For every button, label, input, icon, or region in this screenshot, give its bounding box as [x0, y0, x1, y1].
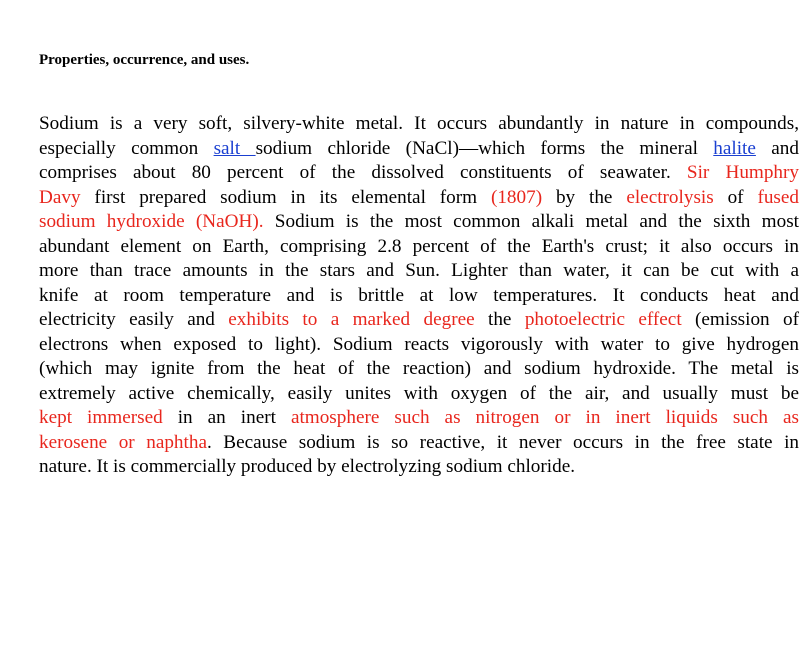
highlighted-text: atmosphere such as nitrogen or in inert liquids such as — [290, 407, 799, 428]
text-run: knife at room temperature and is brittle at low temperatures. It conducts heat and — [39, 284, 799, 306]
text-run: in an inert — [162, 407, 291, 428]
text-run: first prepared sodium in its elemental form — [80, 186, 491, 208]
text-run: especially common — [39, 137, 214, 159]
highlighted-text: Davy — [39, 186, 81, 208]
paragraph-line — [39, 161, 799, 186]
highlighted-text: electrolysis — [626, 186, 714, 208]
highlighted-text: kerosene or naphtha — [39, 431, 207, 453]
text-run: of — [713, 186, 758, 208]
highlighted-text: exhibits to a marked degree — [228, 309, 475, 330]
halite-link[interactable]: halite — [713, 137, 756, 159]
text-run: (which may ignite from the heat of the reaction) and sodium hydroxide. The metal is — [39, 358, 799, 379]
text-run: and — [755, 137, 799, 159]
text-run: abundant element on Earth, comprising 2.8 percent of the Earth's crust; it also occurs in — [39, 235, 799, 257]
text-run: electricity easily and — [39, 309, 229, 330]
paragraph-line — [39, 333, 799, 358]
highlighted-text: photoelectric effect — [524, 309, 682, 330]
text-run: Sodium is a very soft, silvery-white metal. It occurs abundantly in nature in compounds, — [39, 113, 799, 134]
salt-link[interactable]: salt — [213, 137, 256, 159]
text-run: Sodium is the most common alkali metal and the sixth most — [263, 211, 799, 232]
text-run: the — [474, 309, 525, 330]
paragraph-line — [39, 186, 799, 211]
paragraph-line — [39, 382, 799, 407]
paragraph-line — [39, 137, 799, 162]
text-run: (emission of — [681, 309, 799, 330]
paragraph-line — [39, 431, 799, 456]
text-run: nature. It is commercially produced by electrolyzing sodium chloride. — [39, 456, 576, 477]
paragraph-line — [39, 284, 799, 309]
paragraph-line — [39, 406, 799, 431]
paragraph-line — [39, 308, 799, 333]
text-run: electrons when exposed to light). Sodium reacts vigorously with water to give hydrogen — [39, 333, 799, 355]
section-heading: Properties, occurrence, and uses. — [39, 52, 250, 68]
highlighted-text: (1807) — [490, 186, 543, 208]
highlighted-text: Sir Humphry — [686, 162, 800, 183]
text-run: extremely active chemically, easily unites with oxygen of the air, and usually must be — [39, 382, 799, 404]
text-run: sodium chloride (NaCl)—which forms the mineral — [255, 137, 714, 159]
paragraph-line — [39, 455, 799, 480]
highlighted-text: sodium hydroxide (NaOH). — [39, 211, 264, 232]
paragraph-line — [39, 210, 799, 235]
paragraph-line — [39, 112, 799, 137]
text-run: . Because sodium is so reactive, it never occurs in the free state in — [206, 431, 799, 453]
text-run: comprises about 80 percent of the dissolved constituents of seawater. — [39, 162, 687, 183]
paragraph-line — [39, 235, 799, 260]
text-run: by the — [542, 186, 627, 208]
highlighted-text: kept immersed — [39, 407, 163, 428]
paragraph-line — [39, 259, 799, 284]
body-paragraph — [39, 112, 799, 480]
paragraph-line — [39, 357, 799, 382]
highlighted-text: fused — [757, 186, 799, 208]
text-run: more than trace amounts in the stars and Sun. Lighter than water, it can be cut with a — [39, 260, 799, 281]
